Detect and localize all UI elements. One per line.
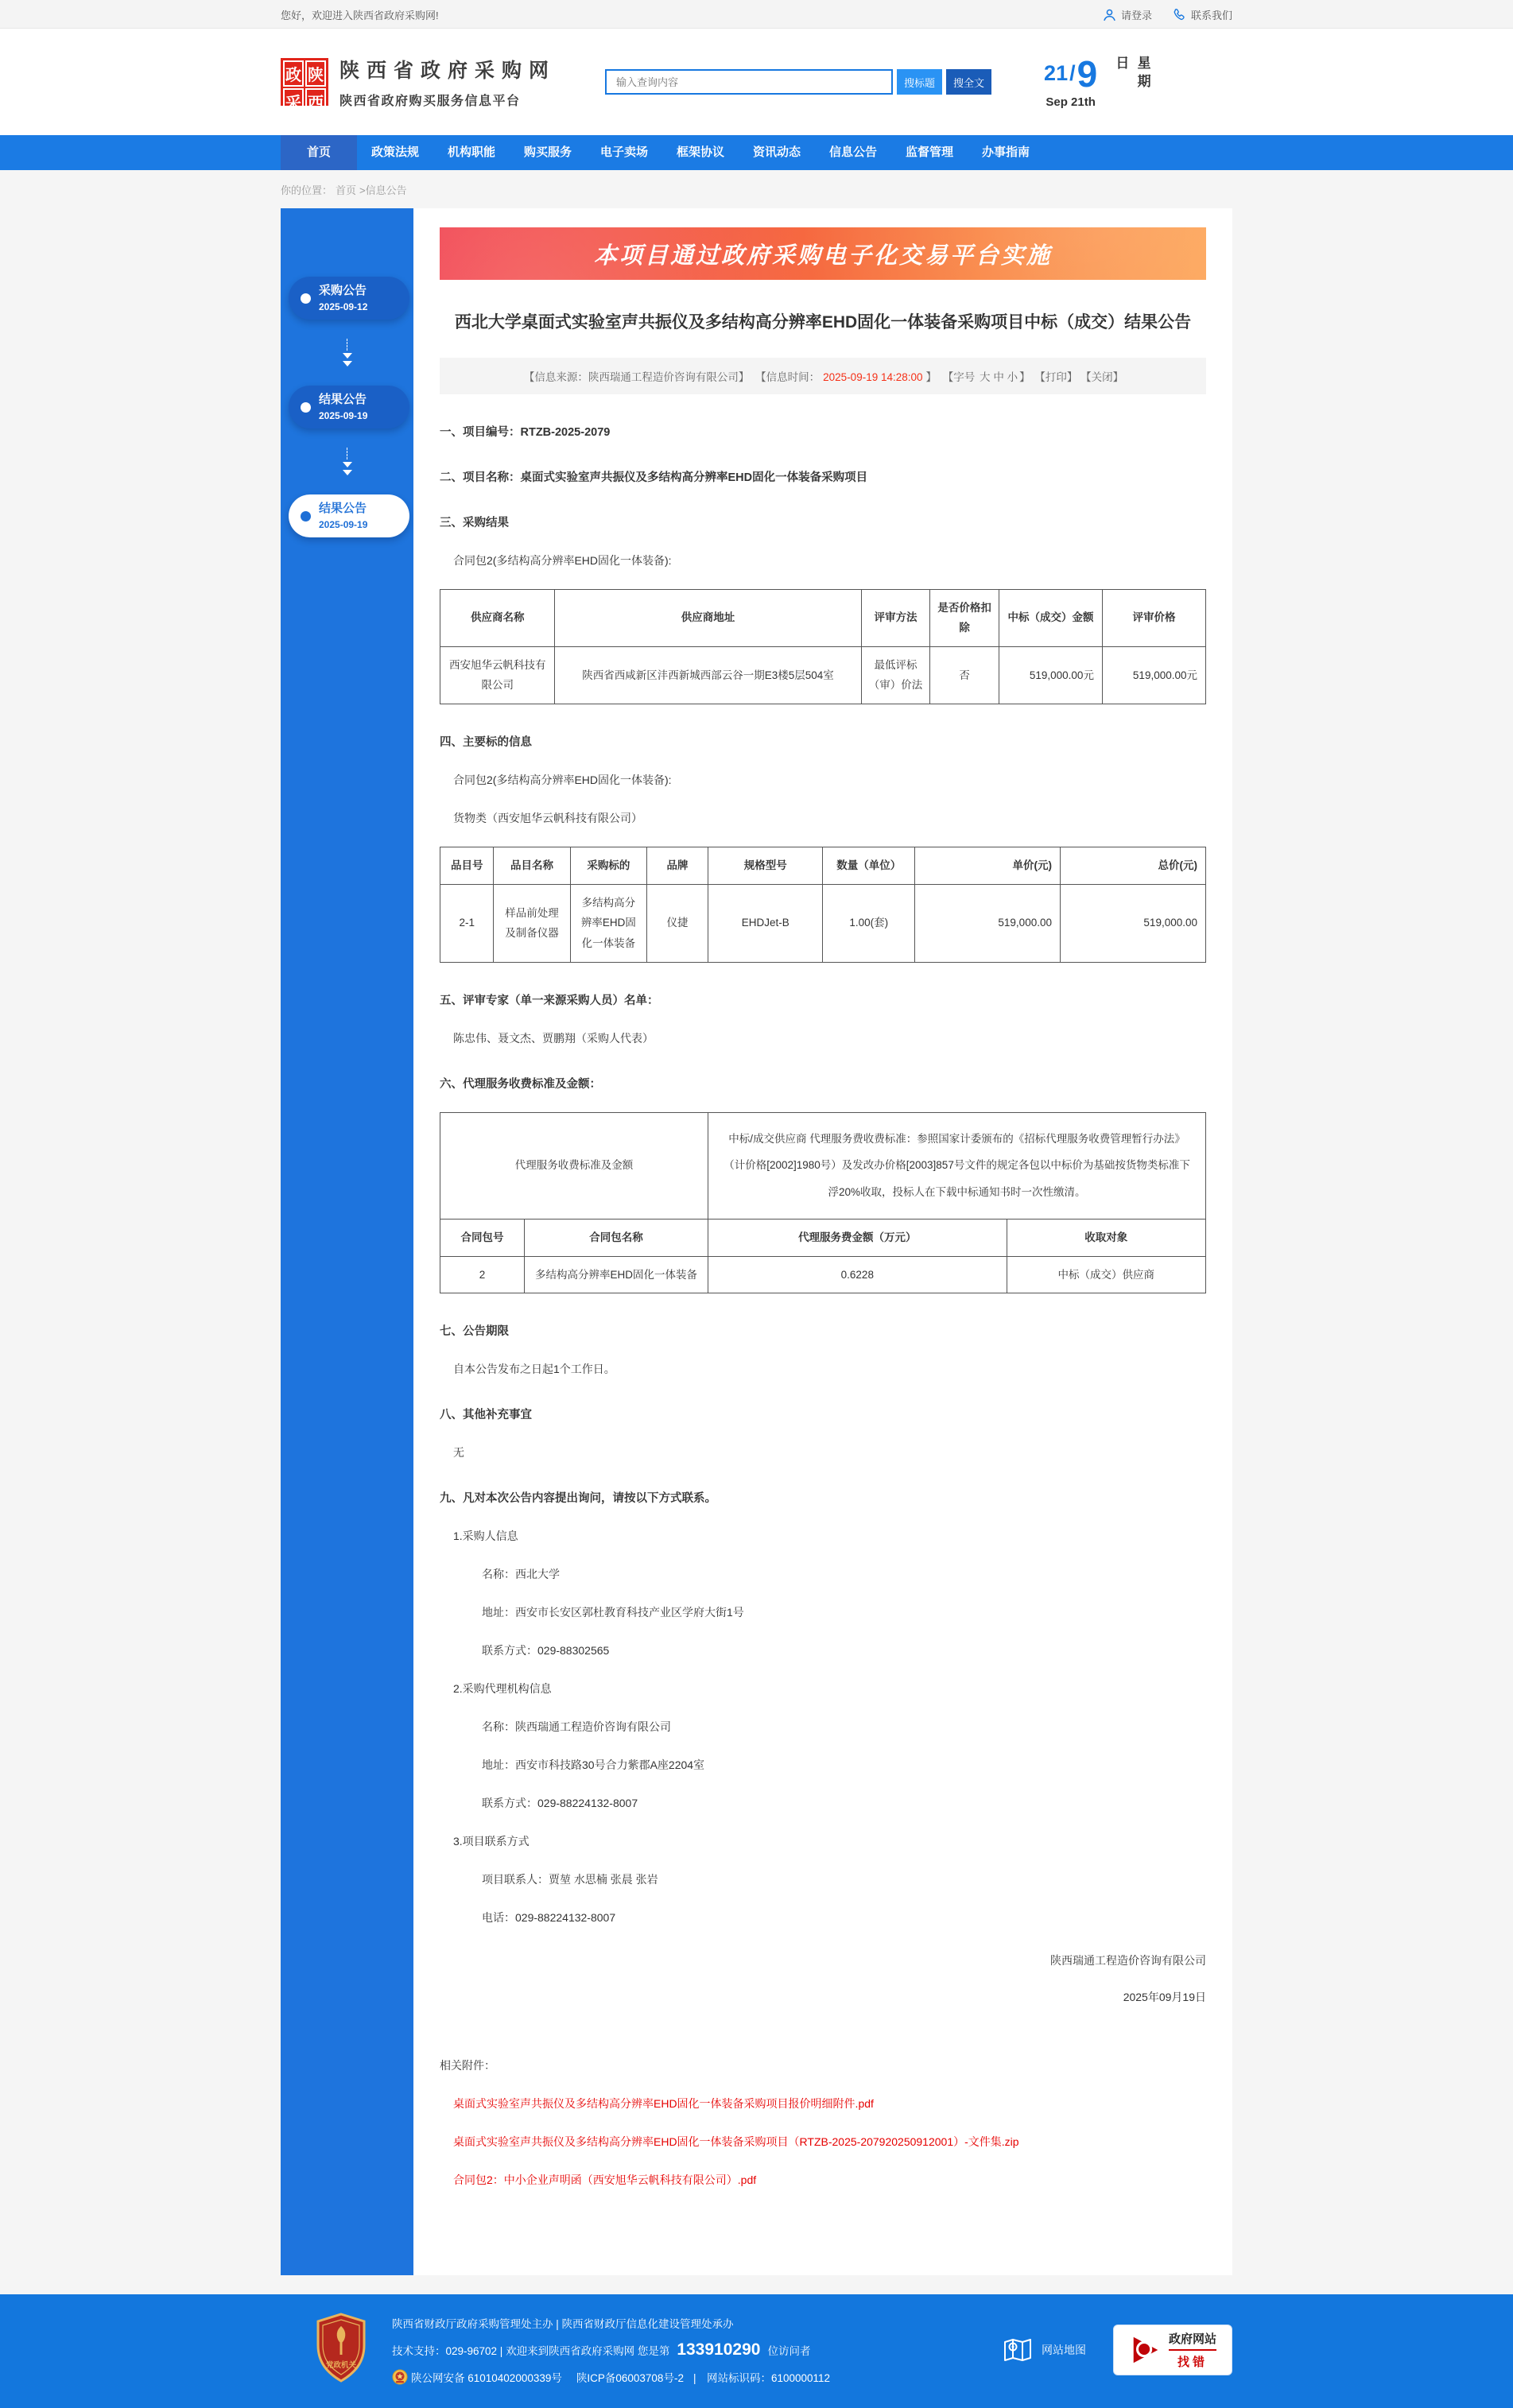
- date-weekday: 星期日: [1113, 55, 1150, 92]
- column-header: 供应商名称: [440, 589, 555, 646]
- announcement-period: 自本公告发布之日起1个工作日。: [453, 1363, 615, 1376]
- login-label: 请登录: [1120, 9, 1152, 21]
- timeline-label: 采购公告: [319, 284, 367, 297]
- column-header: 代理服务费金额（万元）: [708, 1219, 1007, 1256]
- contact-line: 名称：西北大学: [482, 1568, 560, 1581]
- search-bar: [605, 69, 991, 95]
- find-error-icon: [1129, 2333, 1162, 2367]
- column-header: 总价(元): [1060, 847, 1205, 885]
- user-icon: [1103, 8, 1116, 21]
- model-cell: EHDJet-B: [708, 884, 823, 962]
- review-price-cell: 519,000.00元: [1102, 646, 1205, 704]
- site-footer: [0, 2294, 1513, 2408]
- section-2-project-name: 二、项目名称：桌面式实验室声共振仪及多结构高分辨率EHD固化一体装备采购项目: [440, 471, 868, 484]
- public-security-filing[interactable]: 陕公网安备 61010402000339号: [411, 2371, 562, 2384]
- column-header: 评审方法: [861, 589, 930, 646]
- item-name-cell: 样品前处理及制备仪器: [494, 884, 570, 962]
- breadcrumb: [0, 170, 1513, 208]
- search-input[interactable]: [605, 69, 893, 95]
- contact-line: 项目联系人：贾堃 水思楠 张晨 张岩: [482, 1873, 658, 1886]
- timeline-arrow-icon: [281, 428, 413, 494]
- gov-site-error-report-widget[interactable]: [1113, 2325, 1232, 2375]
- map-icon: [1003, 2337, 1032, 2363]
- timeline-label: 结果公告: [319, 393, 367, 406]
- logo-char: 采: [283, 88, 304, 114]
- site-logo: [281, 58, 328, 112]
- date-day: 21: [1044, 60, 1069, 85]
- svg-text:党政机关: 党政机关: [325, 2361, 357, 2371]
- table-row: [440, 884, 1206, 962]
- login-link[interactable]: [1103, 7, 1152, 22]
- font-size-large[interactable]: 大: [980, 370, 991, 383]
- item-number-cell: 2-1: [440, 884, 494, 962]
- contact-line: 电话：029-88224132-8007: [482, 1911, 616, 1925]
- timeline-dot: [301, 402, 311, 413]
- visitor-counter: 133910290: [677, 2340, 761, 2359]
- table-row: [440, 1256, 1206, 1293]
- page-title: 西北大学桌面式实验室声共振仪及多结构高分辨率EHD固化一体装备采购项目中标（成交）结果公告: [454, 313, 1192, 332]
- announcement-article: [413, 208, 1232, 2275]
- attachment-link-sme-declaration-pdf[interactable]: 合同包2：中小企业声明函（西安旭华云帆科技有限公司）.pdf: [453, 2173, 757, 2187]
- section-7-heading: 七、公告期限: [440, 1325, 509, 1339]
- section-1-project-number: 一、项目编号：RTZB-2025-2079: [440, 425, 611, 439]
- section-4-category-note: 货物类（西安旭华云帆科技有限公司）: [453, 812, 642, 825]
- font-size-prefix: 【字号: [942, 370, 976, 383]
- party-government-badge-icon: [314, 2312, 368, 2387]
- police-badge-icon: [392, 2369, 408, 2385]
- fee-standard-label-cell: 代理服务收费标准及金额: [440, 1112, 708, 1219]
- contact-line: 3.项目联系方式: [453, 1835, 530, 1848]
- font-size-suffix: 】: [1019, 370, 1030, 383]
- column-header: 供应商地址: [555, 589, 861, 646]
- timeline-item-purchase-announcement[interactable]: [289, 277, 409, 320]
- section-3-package-note: 合同包2(多结构高分辨率EHD固化一体装备):: [453, 553, 672, 567]
- article-meta-bar: [440, 358, 1206, 394]
- timeline-item-result-announcement-2[interactable]: [289, 494, 409, 537]
- column-header: 收取对象: [1007, 1219, 1205, 1256]
- nav-item-home[interactable]: 首页: [281, 135, 357, 170]
- section-4-heading: 四、主要标的信息: [440, 736, 532, 750]
- footer-support-line: [392, 2340, 1003, 2360]
- award-amount-cell: 519,000.00元: [999, 646, 1102, 704]
- nav-item-guide[interactable]: 办事指南: [981, 145, 1030, 159]
- contact-line: 名称：陕西瑞通工程造价咨询有限公司: [482, 1720, 671, 1734]
- eplatform-banner: 本项目通过政府采购电子化交易平台实施: [440, 227, 1206, 280]
- timeline-date: 2025-09-12: [319, 301, 368, 312]
- attachment-link-quotation-pdf[interactable]: 桌面式实验室声共振仪及多结构高分辨率EHD固化一体装备采购项目报价明细附件.pdf: [453, 2097, 874, 2111]
- nav-item-framework[interactable]: 框架协议: [676, 145, 724, 159]
- timeline-dot: [301, 511, 311, 522]
- main-nav: [0, 135, 1513, 170]
- signature-block: [440, 1952, 1206, 2005]
- brand-cell: 仪捷: [647, 884, 708, 962]
- column-header: 评审价格: [1102, 589, 1205, 646]
- signature-company: 陕西瑞通工程造价咨询有限公司: [1050, 1954, 1206, 1968]
- fee-amount-cell: 0.6228: [708, 1256, 1007, 1293]
- supplier-name-cell: 西安旭华云帆科技有限公司: [440, 646, 555, 704]
- footer-support-prefix: 技术支持：029-96702 | 欢迎来到陕西省政府采购网 您是第: [392, 2344, 670, 2357]
- close-button[interactable]: 【关闭】: [1080, 370, 1124, 383]
- package-number-cell: 2: [440, 1256, 525, 1293]
- column-header: 数量（单位）: [823, 847, 915, 885]
- date-month: 9: [1077, 52, 1098, 95]
- contact-line: 联系方式：029-88224132-8007: [482, 1797, 638, 1810]
- find-error-title: 政府网站: [1169, 2330, 1216, 2351]
- contact-line: 联系方式：029-88302565: [482, 1644, 610, 1658]
- nav-item-emarket[interactable]: 电子卖场: [599, 145, 648, 159]
- phone-icon: [1173, 8, 1186, 21]
- nav-item-news[interactable]: 资讯动态: [752, 145, 801, 159]
- unit-price-cell: 519,000.00: [915, 884, 1061, 962]
- subject-matter-table: [440, 847, 1206, 963]
- footer-beian-line: [392, 2369, 1003, 2385]
- sitemap-link[interactable]: [1003, 2337, 1086, 2363]
- quantity-cell: 1.00(套): [823, 884, 915, 962]
- column-header: 品目名称: [494, 847, 570, 885]
- expert-list: 陈忠伟、聂文杰、贾鹏翔（采购人代表）: [453, 1031, 654, 1045]
- column-header: 品目号: [440, 847, 494, 885]
- search-title-button[interactable]: 搜标题: [897, 69, 942, 95]
- icp-filing[interactable]: 陕ICP备06003708号-2: [576, 2371, 684, 2384]
- search-fulltext-button[interactable]: 搜全文: [946, 69, 991, 95]
- site-identifier-code: | 网站标识码：6100000112: [692, 2371, 831, 2384]
- timeline-date: 2025-09-19: [319, 519, 368, 530]
- timeline-item-result-announcement-1[interactable]: [289, 386, 409, 428]
- info-time-value: 2025-09-19 14:28:00: [823, 370, 923, 383]
- section-6-heading: 六、代理服务收费标准及金额：: [440, 1077, 601, 1091]
- timeline-dot: [301, 293, 311, 304]
- section-4-package-note: 合同包2(多结构高分辨率EHD固化一体装备):: [453, 774, 672, 787]
- contact-us-label: 联系我们: [1190, 9, 1232, 21]
- column-header: 规格型号: [708, 847, 823, 885]
- print-button[interactable]: 【打印】: [1034, 370, 1078, 383]
- column-header: 品牌: [647, 847, 708, 885]
- font-size-medium[interactable]: 中: [993, 370, 1004, 383]
- nav-item-supervision[interactable]: 监督管理: [905, 145, 953, 159]
- package-name-cell: 多结构高分辨率EHD固化一体装备: [524, 1256, 708, 1293]
- other-notes: 无: [453, 1446, 464, 1460]
- section-8-heading: 八、其他补充事宜: [440, 1409, 532, 1422]
- info-time-prefix: 【信息时间：: [755, 370, 821, 383]
- table-row: [440, 1112, 1206, 1219]
- sitemap-label: 网站地图: [1042, 2343, 1086, 2356]
- site-subtitle: 陕西省政府购买服务信息平台: [339, 95, 521, 108]
- attachments-label: 相关附件：: [440, 2059, 495, 2073]
- info-source: 【信息来源：陕西瑞通工程造价咨询有限公司】: [523, 370, 750, 383]
- supplier-address-cell: 陕西省西咸新区沣西新城西部云谷一期E3楼5层504室: [555, 646, 861, 704]
- nav-item-functions[interactable]: 机构职能: [447, 145, 495, 159]
- contact-line: 地址：西安市科技路30号合力紫郡A座2204室: [482, 1758, 705, 1772]
- column-header: 是否价格扣除: [930, 589, 999, 646]
- agency-fee-table: [440, 1112, 1206, 1294]
- review-method-cell: 最低评标（审）价法: [861, 646, 930, 704]
- footer-organizer-line: 陕西省财政厅政府采购管理处主办 | 陕西省财政厅信息化建设管理处承办: [392, 2317, 734, 2330]
- date-widget: [1044, 52, 1154, 109]
- timeline-label: 结果公告: [319, 502, 367, 515]
- logo-char: 政: [283, 60, 304, 87]
- announcement-timeline: [281, 208, 413, 2275]
- total-price-cell: 519,000.00: [1060, 884, 1205, 962]
- column-header: 合同包号: [440, 1219, 525, 1256]
- column-header: 中标（成交）金额: [999, 589, 1102, 646]
- table-row: [440, 646, 1206, 704]
- footer-support-suffix: 位访问者: [767, 2344, 811, 2357]
- contact-line: 1.采购人信息: [453, 1530, 518, 1543]
- logo-char: 陕: [305, 60, 326, 87]
- date-english: Sep 21th: [1046, 95, 1096, 109]
- breadcrumb-home-link[interactable]: 首页: [336, 184, 357, 196]
- breadcrumb-current: >信息公告: [359, 184, 407, 196]
- welcome-text: 您好，欢迎进入陕西省政府采购网!: [281, 9, 439, 21]
- contact-us-link[interactable]: [1173, 7, 1232, 22]
- section-3-heading: 三、采购结果: [440, 516, 509, 529]
- info-time-suffix: 】: [925, 370, 937, 383]
- procurement-target-cell: 多结构高分辨率EHD固化一体装备: [570, 884, 646, 962]
- breadcrumb-label: 你的位置：: [281, 184, 333, 196]
- timeline-arrow-icon: [281, 320, 413, 386]
- timeline-date: 2025-09-19: [319, 410, 368, 421]
- date-separator: /: [1069, 60, 1076, 85]
- section-5-heading: 五、评审专家（单一来源采购人员）名单：: [440, 994, 659, 1007]
- contact-line: 地址：西安市长安区郭杜教育科技产业区学府大街1号: [482, 1606, 744, 1619]
- column-header: 单价(元): [915, 847, 1061, 885]
- nav-item-announcements[interactable]: 信息公告: [828, 145, 877, 159]
- fee-standard-note-cell: 中标/成交供应商 代理服务费收费标准：参照国家计委颁布的《招标代理服务收费管理暂行办法》（计价格[2002]1980号）及发改办价格[2003]857号文件的规定各包以中标价为基础按货物类标准下浮20%收取，投标人在下载中标通知书时一次性缴清。: [708, 1112, 1206, 1219]
- topbar: [0, 0, 1513, 29]
- find-error-label: 找错: [1177, 2356, 1208, 2369]
- attachment-link-fileset-zip[interactable]: 桌面式实验室声共振仪及多结构高分辨率EHD固化一体装备采购项目（RTZB-2025-207920250912001）-文件集.zip: [453, 2135, 1019, 2149]
- logo-char: 西: [305, 88, 326, 114]
- font-size-small[interactable]: 小: [1007, 370, 1018, 383]
- fee-payer-cell: 中标（成交）供应商: [1007, 1256, 1205, 1293]
- site-name: 陕西省政府采购网: [339, 60, 557, 82]
- contact-line: 2.采购代理机构信息: [453, 1682, 552, 1696]
- section-9-heading: 九、凡对本次公告内容提出询问，请按以下方式联系。: [440, 1492, 716, 1506]
- column-header: 采购标的: [570, 847, 646, 885]
- procurement-result-table: [440, 589, 1206, 705]
- nav-item-purchase-services[interactable]: 购买服务: [523, 145, 572, 159]
- price-deduction-cell: 否: [930, 646, 999, 704]
- signature-date: 2025年09月19日: [1123, 1991, 1206, 2004]
- column-header: 合同包名称: [524, 1219, 708, 1256]
- site-header: [0, 29, 1513, 135]
- nav-item-policies[interactable]: 政策法规: [370, 145, 419, 159]
